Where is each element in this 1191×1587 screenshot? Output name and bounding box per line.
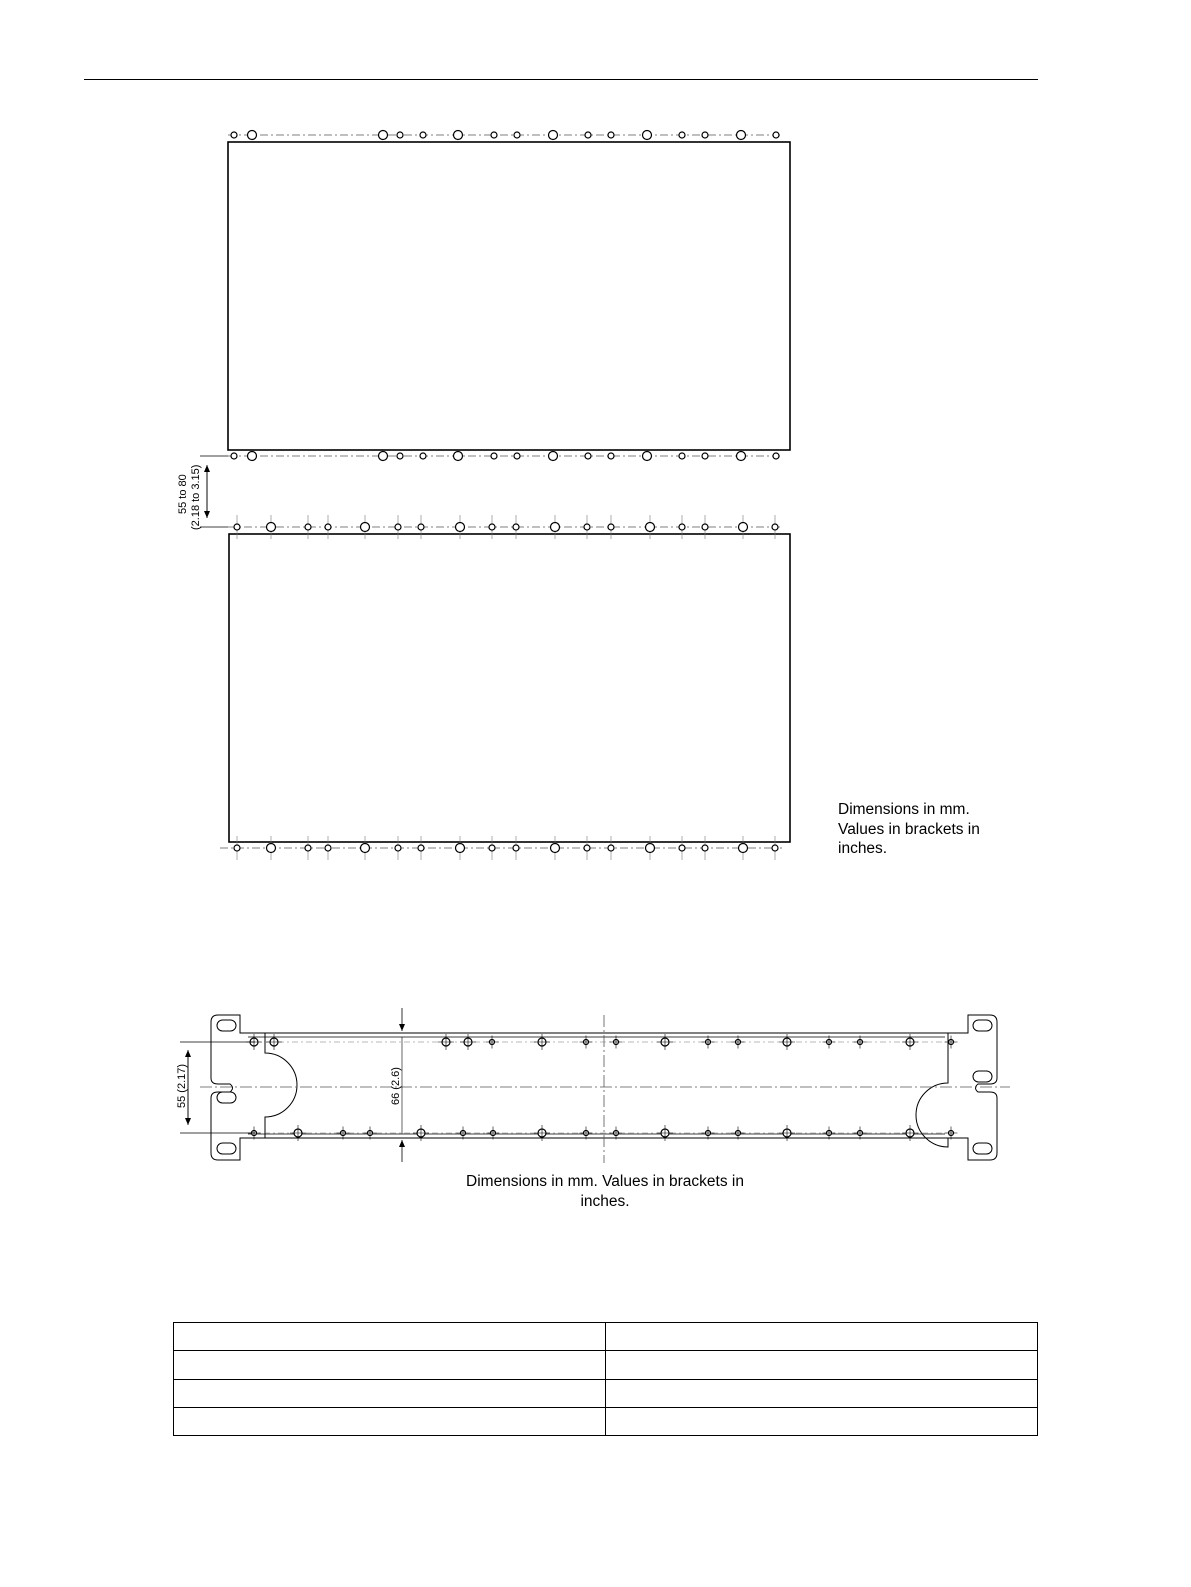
table-cell — [174, 1407, 606, 1435]
mounting-hole-small — [513, 524, 519, 530]
mounting-hole-small — [397, 132, 403, 138]
mounting-hole-large — [739, 523, 748, 532]
table-cell — [174, 1379, 606, 1407]
mounting-hole-large — [551, 523, 560, 532]
gap-dimension-inches: (2.18 to 3.15) — [190, 464, 202, 530]
mounting-hole-large — [454, 131, 463, 140]
mounting-hole-small — [702, 524, 708, 530]
table-cell — [606, 1351, 1038, 1379]
screw-cross-mark — [945, 1036, 958, 1049]
screw-cross-mark — [702, 1036, 715, 1049]
screw-cross-mark — [779, 1125, 795, 1141]
screw-cross-mark — [902, 1125, 918, 1141]
screw-cross-mark — [657, 1034, 673, 1050]
mounting-hole-small — [584, 845, 590, 851]
note-line: inches. — [580, 1192, 630, 1210]
mounting-hole-large — [646, 844, 655, 853]
screw-cross-mark — [534, 1125, 550, 1141]
mounting-hole-large — [456, 844, 465, 853]
table-cell — [606, 1379, 1038, 1407]
upper-module — [228, 131, 790, 461]
screw-cross-mark — [610, 1036, 623, 1049]
mounting-hole-small — [418, 845, 424, 851]
bracket-rail-dimension: 66 (2.6) — [390, 1067, 402, 1105]
mounting-hole-small — [608, 453, 614, 459]
mounting-hole-large — [549, 131, 558, 140]
mounting-hole-small — [608, 132, 614, 138]
mounting-hole-small — [679, 845, 685, 851]
mounting-hole-small — [420, 132, 426, 138]
mounting-hole-small — [773, 453, 779, 459]
screw-cross-mark — [534, 1034, 550, 1050]
gap-dimension — [177, 456, 228, 530]
mounting-hole-small — [513, 845, 519, 851]
table-cell — [606, 1323, 1038, 1351]
mounting-hole-large — [267, 844, 276, 853]
table-row — [174, 1407, 1038, 1435]
mounting-hole-small — [325, 845, 331, 851]
screw-cross-mark — [413, 1125, 429, 1141]
mounting-hole-large — [248, 131, 257, 140]
mounting-hole-small — [585, 453, 591, 459]
mounting-hole-large — [379, 452, 388, 461]
screw-cross-mark — [732, 1036, 745, 1049]
note-line: Values in brackets in — [838, 820, 980, 838]
mounting-hole-small — [702, 132, 708, 138]
screw-cross-mark — [438, 1034, 454, 1050]
mounting-hole-large — [737, 452, 746, 461]
mounting-hole-small — [773, 132, 779, 138]
screw-cross-mark — [486, 1036, 499, 1049]
mounting-hole-large — [551, 844, 560, 853]
dimensions-note-bracket — [455, 1172, 755, 1211]
table-row — [174, 1351, 1038, 1379]
mounting-hole-small — [325, 524, 331, 530]
mounting-hole-large — [361, 523, 370, 532]
rack-bracket — [200, 1015, 1010, 1163]
mounting-hole-small — [491, 132, 497, 138]
note-line: inches. — [838, 840, 888, 857]
mounting-hole-large — [646, 523, 655, 532]
spec-table — [173, 1322, 1038, 1436]
table-row — [174, 1323, 1038, 1351]
mounting-hole-large — [361, 844, 370, 853]
mounting-hole-large — [267, 523, 276, 532]
screw-cross-mark — [460, 1034, 476, 1050]
mounting-hole-large — [549, 452, 558, 461]
bracket-dimension-left — [176, 1042, 255, 1133]
mounting-hole-small — [584, 524, 590, 530]
mounting-hole-large — [643, 452, 652, 461]
mounting-hole-large — [643, 131, 652, 140]
note-line: Dimensions in mm. Values in brackets in — [466, 1173, 744, 1190]
mounting-hole-small — [679, 132, 685, 138]
mounting-hole-small — [608, 524, 614, 530]
mounting-hole-small — [234, 524, 240, 530]
mounting-hole-small — [679, 524, 685, 530]
mounting-hole-small — [702, 845, 708, 851]
mounting-hole-large — [248, 452, 257, 461]
table-row — [174, 1379, 1038, 1407]
table-cell — [606, 1407, 1038, 1435]
gap-dimension-mm: 55 to 80 — [177, 474, 189, 514]
mounting-hole-small — [234, 845, 240, 851]
mounting-hole-small — [420, 453, 426, 459]
mounting-hole-small — [231, 453, 237, 459]
screw-cross-mark — [854, 1036, 867, 1049]
screw-cross-mark — [580, 1036, 593, 1049]
screw-cross-mark — [290, 1125, 306, 1141]
mounting-hole-small — [772, 845, 778, 851]
mounting-hole-large — [456, 523, 465, 532]
mounting-hole-small — [491, 453, 497, 459]
screw-cross-mark — [823, 1036, 836, 1049]
mounting-hole-large — [454, 452, 463, 461]
note-line: Dimensions in mm. — [838, 801, 970, 818]
mounting-hole-small — [702, 453, 708, 459]
mounting-hole-small — [608, 845, 614, 851]
bracket-dimension-center — [390, 1008, 402, 1162]
screw-cross-mark — [902, 1034, 918, 1050]
screw-cross-mark — [779, 1034, 795, 1050]
dimensions-note-top — [838, 800, 1013, 859]
mounting-hole-small — [418, 524, 424, 530]
mounting-hole-large — [737, 131, 746, 140]
table-cell — [174, 1323, 606, 1351]
bracket-height-dimension: 55 (2.17) — [176, 1063, 188, 1108]
mounting-hole-large — [739, 844, 748, 853]
mounting-hole-small — [679, 453, 685, 459]
mounting-hole-small — [305, 845, 311, 851]
mounting-hole-small — [489, 845, 495, 851]
mounting-hole-small — [305, 524, 311, 530]
mounting-hole-small — [489, 524, 495, 530]
mounting-hole-small — [514, 132, 520, 138]
mounting-hole-small — [231, 132, 237, 138]
mounting-hole-small — [585, 132, 591, 138]
mounting-hole-large — [379, 131, 388, 140]
screw-cross-mark — [657, 1125, 673, 1141]
mounting-hole-small — [514, 453, 520, 459]
lower-module — [220, 515, 790, 860]
mounting-hole-small — [395, 524, 401, 530]
screw-cross-mark — [266, 1034, 282, 1050]
table-cell — [174, 1351, 606, 1379]
mounting-hole-small — [395, 845, 401, 851]
mounting-hole-small — [772, 524, 778, 530]
mounting-hole-small — [397, 453, 403, 459]
